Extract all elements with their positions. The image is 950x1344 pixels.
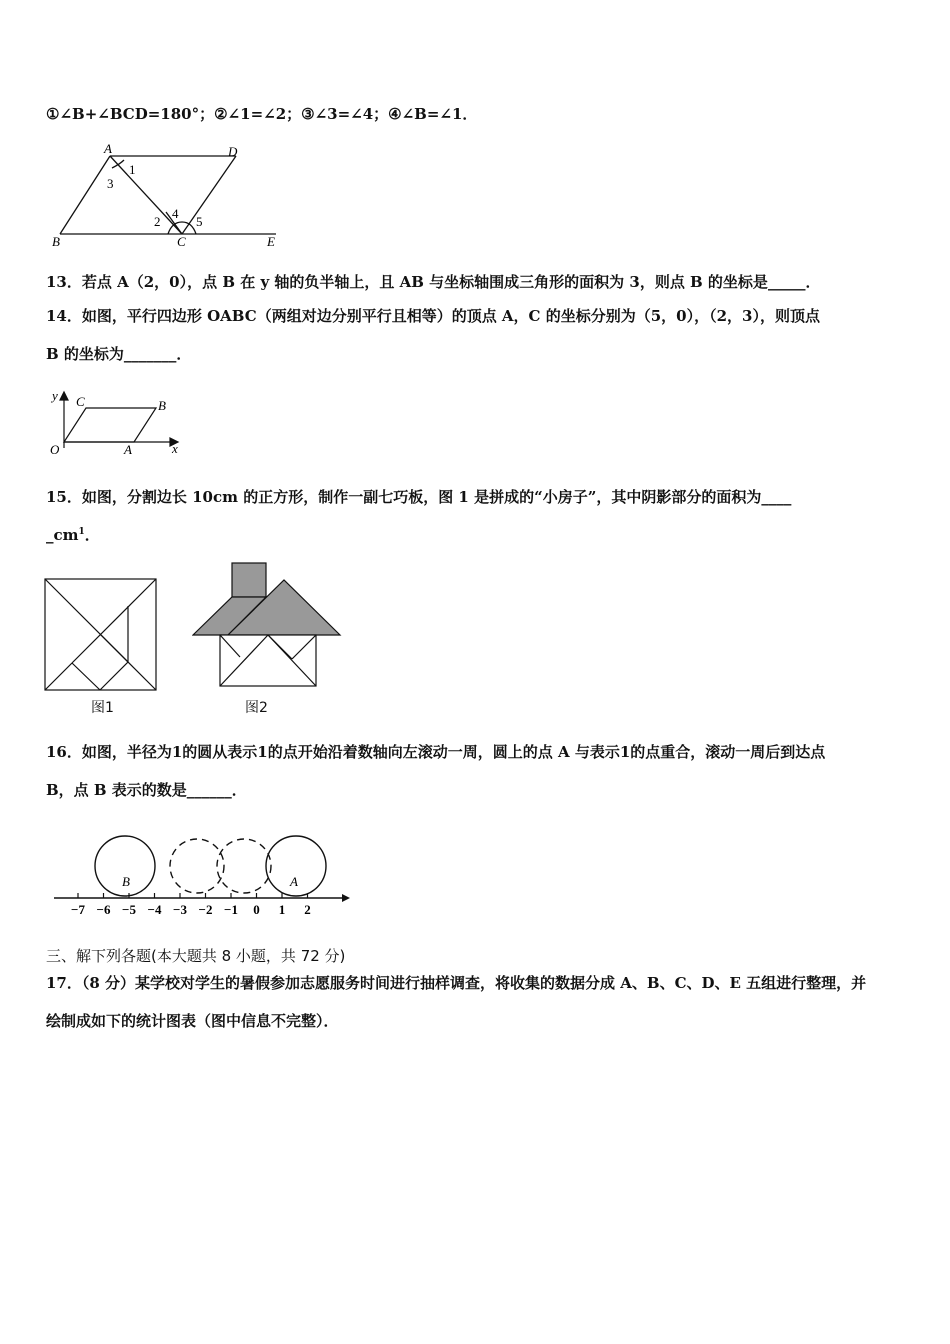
diagonal-AC: [110, 156, 182, 234]
label-C: C: [76, 394, 85, 409]
q14-line1: 14．如图，平行四边形 OABC（两组对边分别平行且相等）的顶点 A，C 的坐标分别为（5，0），（2，3），则顶点: [46, 307, 820, 325]
label-y: y: [52, 388, 58, 403]
tick-label: −1: [224, 902, 238, 917]
angle-arc-A: [112, 160, 124, 168]
label-E: E: [267, 234, 275, 249]
label-O: O: [50, 442, 60, 457]
label-angle-4: 4: [172, 206, 179, 221]
q16-figure: [52, 820, 352, 920]
circle-rolling-1: [170, 839, 224, 893]
label-C: C: [177, 234, 186, 249]
q15-line2: [46, 524, 100, 545]
section3-title: 三、解下列各题(本大题共 8 小题，共 72 分): [46, 947, 346, 965]
tick-label: 2: [304, 902, 311, 917]
tick-label: −3: [173, 902, 187, 917]
q15-unit: _cm: [46, 526, 79, 544]
number-line-arrow: [342, 894, 350, 902]
label-angle-5: 5: [196, 214, 203, 229]
q14-line2: B 的坐标为_______．: [46, 345, 192, 363]
label-B: B: [158, 398, 166, 413]
q14-figure: [46, 386, 196, 458]
q16-line1: 16．如图，半径为1的圆从表示1的点开始沿着数轴向左滚动一周，圆上的点 A 与表示1的点重合，滚动一周后到达点: [46, 743, 826, 761]
tick-label: 0: [253, 902, 260, 917]
label-A: A: [290, 874, 298, 889]
side-AB: [60, 156, 110, 234]
label-B: B: [52, 234, 60, 249]
q13-text: 13．若点 A（2，0），点 B 在 y 轴的负半轴上，且 AB 与坐标轴围成三角形的面积为 3，则点 B 的坐标是_____．: [46, 273, 821, 291]
tick-label: 1: [278, 902, 286, 917]
label-D: D: [228, 144, 238, 159]
label-x: x: [172, 441, 178, 456]
q15-caption1: 图1: [91, 700, 114, 716]
tick-label: −7: [71, 902, 85, 917]
house-body: [220, 635, 316, 686]
label-angle-3: 3: [107, 176, 114, 191]
tick-label: −6: [96, 902, 111, 917]
y-axis-arrow: [60, 392, 68, 400]
tick-label: −4: [147, 902, 162, 917]
q15-figure2: [192, 562, 342, 688]
label-A: A: [124, 442, 132, 457]
side-DC: [182, 156, 236, 234]
label-angle-2: 2: [154, 214, 161, 229]
q15-unit-sup: 1: [78, 527, 85, 537]
q15-line1: 15．如图，分割边长 10cm 的正方形，制作一副七巧板，图 1 是拼成的“小房子”，其中阴影部分的面积为____: [46, 488, 792, 506]
parallelogram-OABC: [64, 408, 156, 442]
tick-label: −5: [122, 902, 136, 917]
label-A: A: [104, 142, 112, 156]
label-angle-1: 1: [129, 162, 136, 177]
q12-options: ①∠B+∠BCD=180°；②∠1=∠2；③∠3=∠4；④∠B=∠1．: [46, 105, 478, 123]
q16-line2: B，点 B 表示的数是______．: [46, 781, 247, 799]
chimney-square: [232, 563, 266, 597]
q15-caption2: 图2: [245, 700, 268, 716]
label-B: B: [122, 874, 130, 889]
q17-line2: 绘制成如下的统计图表（图中信息不完整）．: [46, 1012, 339, 1030]
tick-label: −2: [198, 902, 213, 917]
circle-rolling-2: [217, 839, 271, 893]
q17-line1: 17．（8 分）某学校对学生的暑假参加志愿服务时间进行抽样调查，将收集的数据分成 A、B、C、D、E 五组进行整理，并: [46, 974, 867, 992]
q12-figure: [46, 142, 286, 254]
q15-period: ．: [84, 526, 100, 544]
q15-figure1: [44, 578, 158, 692]
